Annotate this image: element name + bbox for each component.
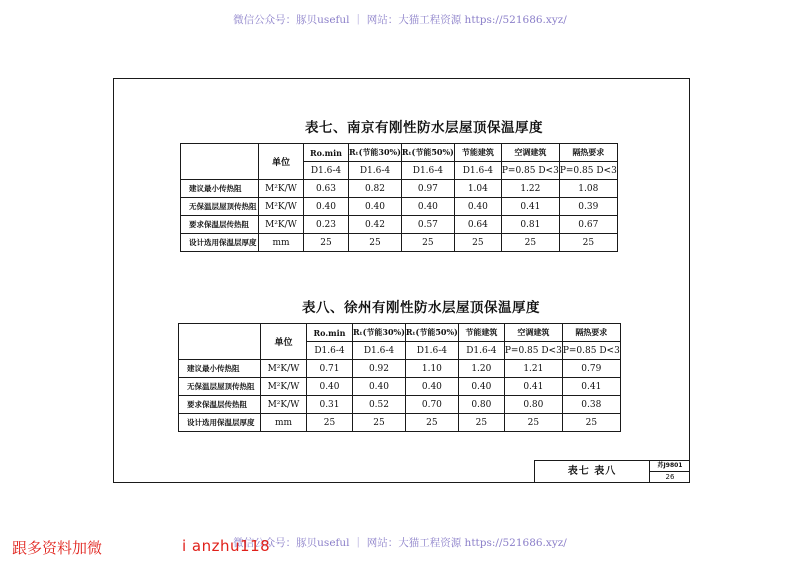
table-cell: 25	[501, 234, 559, 252]
column-subheader: D1.6-4	[458, 342, 504, 360]
column-subheader: D1.6-4	[304, 162, 349, 180]
row-unit: M²K/W	[261, 396, 307, 414]
table-cell: 25	[504, 414, 562, 432]
drawing-title-block	[534, 460, 690, 483]
table-cell: 0.40	[401, 198, 454, 216]
column-subheader: D1.6-4	[454, 162, 501, 180]
table-cell: 1.04	[454, 180, 501, 198]
table8-title: 表八、徐州有刚性防水层屋顶保温厚度	[302, 300, 540, 316]
table-cell: 25	[353, 414, 406, 432]
row-label: 要求保温层传热阻	[181, 216, 259, 234]
row-unit: mm	[261, 414, 307, 432]
table-cell: 0.31	[307, 396, 353, 414]
table-cell: 0.41	[501, 198, 559, 216]
column-subheader: P=0.85 D<3	[501, 162, 559, 180]
column-subheader: P=0.85 D<3	[559, 162, 617, 180]
label-column-header	[179, 324, 261, 360]
table-cell: 25	[405, 414, 458, 432]
table-cell: 0.40	[454, 198, 501, 216]
row-unit: M²K/W	[259, 216, 304, 234]
label-column-header	[181, 144, 259, 180]
column-subheader: P=0.85 D<3	[504, 342, 562, 360]
row-unit: M²K/W	[261, 378, 307, 396]
row-unit: M²K/W	[259, 198, 304, 216]
table-cell: 25	[304, 234, 349, 252]
row-unit: mm	[259, 234, 304, 252]
column-subheader: D1.6-4	[401, 162, 454, 180]
row-label: 无保温层屋顶传热阻	[179, 378, 261, 396]
table-cell: 0.71	[307, 360, 353, 378]
table-cell: 25	[401, 234, 454, 252]
column-header: 隔热要求	[562, 324, 620, 342]
row-label: 设计选用保温层厚度	[179, 414, 261, 432]
table-cell: 1.21	[504, 360, 562, 378]
table7	[180, 143, 618, 252]
column-subheader: P=0.85 D<3	[562, 342, 620, 360]
column-header: Rₜ(节能30%)	[353, 324, 406, 342]
column-header: Ro.min	[307, 324, 353, 342]
table-cell: 1.08	[559, 180, 617, 198]
table-cell: 0.79	[562, 360, 620, 378]
table-cell: 0.70	[405, 396, 458, 414]
row-label: 无保温层屋顶传热阻	[181, 198, 259, 216]
table-cell: 25	[307, 414, 353, 432]
table-cell: 0.97	[401, 180, 454, 198]
table-cell: 0.40	[458, 378, 504, 396]
table-cell: 0.23	[304, 216, 349, 234]
column-subheader: D1.6-4	[353, 342, 406, 360]
row-label: 建议最小传热阻	[181, 180, 259, 198]
column-subheader: D1.6-4	[405, 342, 458, 360]
title-block-code: 苏J9801	[650, 461, 690, 472]
promo-text: 跟多资料加微	[12, 539, 103, 557]
table-cell: 25	[559, 234, 617, 252]
table-cell: 0.40	[405, 378, 458, 396]
table-cell: 0.40	[304, 198, 349, 216]
column-header: 隔热要求	[559, 144, 617, 162]
table-cell: 0.64	[454, 216, 501, 234]
table-cell: 0.63	[304, 180, 349, 198]
table-cell: 0.82	[349, 180, 402, 198]
table-cell: 1.10	[405, 360, 458, 378]
table-cell: 0.38	[562, 396, 620, 414]
row-label: 建议最小传热阻	[179, 360, 261, 378]
table-cell: 0.41	[504, 378, 562, 396]
table-row	[181, 198, 618, 216]
title-block-page-number: 26	[665, 473, 675, 481]
table-row	[181, 216, 618, 234]
table-cell: 1.20	[458, 360, 504, 378]
table-row	[179, 414, 621, 432]
table-row	[179, 396, 621, 414]
table-row	[181, 180, 618, 198]
table-cell: 25	[458, 414, 504, 432]
column-header: Ro.min	[304, 144, 349, 162]
table-row	[179, 360, 621, 378]
column-header: 节能建筑	[458, 324, 504, 342]
column-header: 节能建筑	[454, 144, 501, 162]
table-cell: 0.81	[501, 216, 559, 234]
unit-header: 单位	[259, 144, 304, 180]
column-subheader: D1.6-4	[307, 342, 353, 360]
row-label: 设计选用保温层厚度	[181, 234, 259, 252]
table-row	[179, 378, 621, 396]
table-cell: 0.80	[458, 396, 504, 414]
column-header: 空调建筑	[501, 144, 559, 162]
table-cell: 0.92	[353, 360, 406, 378]
column-header: Rₜ(节能50%)	[405, 324, 458, 342]
table-cell: 25	[349, 234, 402, 252]
table-cell: 0.39	[559, 198, 617, 216]
table-cell: 0.52	[353, 396, 406, 414]
table7-title: 表七、南京有刚性防水层屋顶保温厚度	[305, 120, 543, 136]
table8	[178, 323, 621, 432]
table-header-row	[179, 324, 621, 342]
table-cell: 1.22	[501, 180, 559, 198]
table-cell: 0.80	[504, 396, 562, 414]
column-subheader: D1.6-4	[349, 162, 402, 180]
table-cell: 0.41	[562, 378, 620, 396]
table-header-row	[181, 144, 618, 162]
title-block-name: 表七 表八	[535, 461, 650, 482]
table-cell: 25	[454, 234, 501, 252]
row-unit: M²K/W	[259, 180, 304, 198]
table-cell: 25	[562, 414, 620, 432]
column-header: 空调建筑	[504, 324, 562, 342]
column-header: Rₜ(节能30%)	[349, 144, 402, 162]
row-unit: M²K/W	[261, 360, 307, 378]
table-row	[181, 234, 618, 252]
table-cell: 0.40	[349, 198, 402, 216]
watermark-top: 微信公众号：豚贝useful ｜ 网站：大猫工程资源 https://521686.xyz/	[233, 14, 567, 26]
column-header: Rₜ(节能50%)	[401, 144, 454, 162]
row-label: 要求保温层传热阻	[179, 396, 261, 414]
table-cell: 0.40	[353, 378, 406, 396]
table-cell: 0.40	[307, 378, 353, 396]
unit-header: 单位	[261, 324, 307, 360]
table-cell: 0.57	[401, 216, 454, 234]
watermark-bottom: 微信公众号：豚贝useful ｜ 网站：大猫工程资源 https://521686.xyz/	[233, 537, 567, 549]
table-cell: 0.42	[349, 216, 402, 234]
promo-wechat-id: i anzhu118	[182, 537, 271, 555]
table-cell: 0.67	[559, 216, 617, 234]
